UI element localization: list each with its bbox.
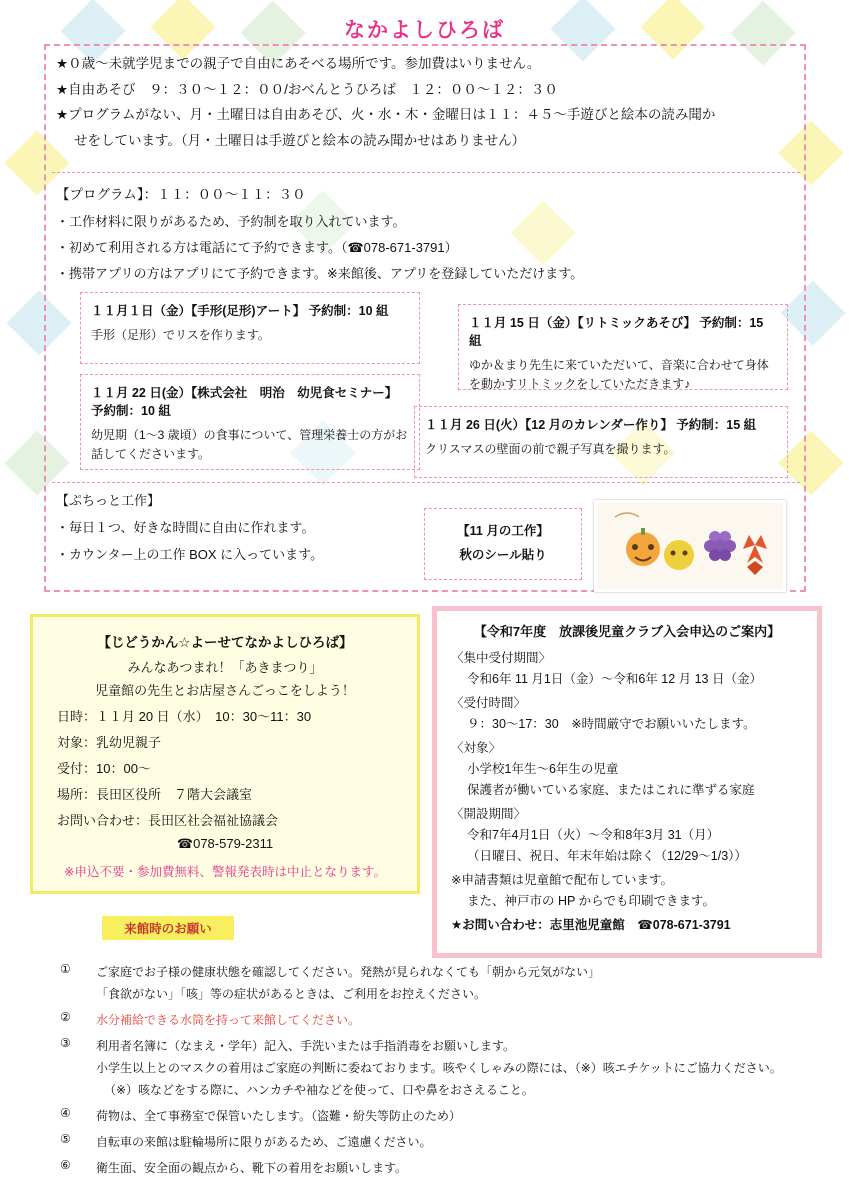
afterschool-line: 令和7年4月1日（火）～令和8年3月 31（月） — [467, 828, 720, 842]
intro-line: ★自由あそび ９：３０～１２：００/おべんとうひろば １２：００～１２：３０ — [56, 81, 558, 97]
program-bullet: ・初めて利用される方は電話にて予約できます。（☎078-671-3791） — [56, 240, 458, 256]
list-text — [96, 1036, 830, 1102]
event-header: １１月 26 日(火）【12 月のカレンダー作り】 予約制：15 組 — [425, 418, 757, 432]
visit-rules-list — [60, 962, 830, 1184]
list-number: ⑤ — [60, 1132, 71, 1146]
list-item — [60, 962, 830, 1006]
craft-title: 【11 月の工作】 — [457, 524, 549, 539]
jidoukan-event-box — [30, 614, 420, 894]
craft-subtitle: 秋のシール貼り — [459, 548, 547, 562]
event-card — [80, 292, 420, 364]
jidoukan-line: 児童館の先生とお店屋さんごっこをしよう！ — [95, 683, 355, 698]
event-header: １１月 15 日（金）【リトミックあそび】 予約制：15 組 — [469, 316, 764, 348]
jidoukan-note: ※申込不要・参加費無料、警報発表時は中止となります。 — [64, 865, 386, 879]
jidoukan-phone: ☎078-579-2311 — [176, 836, 274, 851]
list-line: 荷物は、全て事務室で保管いたします。（盗難・紛失等防止のため） — [96, 1109, 462, 1123]
jidoukan-detail: お問い合わせ：長田区社会福祉協議会 — [57, 813, 279, 828]
list-text — [96, 1010, 830, 1032]
jidoukan-detail: 対象：乳幼児親子 — [57, 735, 162, 750]
event-body: クリスマスの壁面の前で親子写真を撮ります。 — [425, 442, 676, 456]
program-bullet: ・携帯アプリの方はアプリにて予約できます。※来館後、アプリを登録していただけます。 — [56, 266, 584, 282]
list-line: 「食欲がない」「咳」等の症状があるときは、ご利用をお控えください。 — [96, 987, 487, 1001]
intro-line: ★プログラムがない、月・土曜日は自由あそび、火・水・木・金曜日は１１：４５～手遊びと絵本の読み聞か — [56, 107, 716, 123]
event-body: 幼児期（1～3 歳頃）の食事について、管理栄養士の方がお話してくださいます。 — [91, 428, 408, 462]
list-item — [60, 1106, 830, 1128]
afterschool-line: （日曜日、祝日、年末年始は除く（12/29～1/3）） — [467, 849, 747, 863]
list-line: （※）咳などをする際に、ハンカチや袖などを使って、口や鼻をおさえること。 — [104, 1083, 534, 1097]
afterschool-head: 〈受付時間〉 — [451, 696, 527, 710]
program-heading: 【プログラム】：１１：００～１１：３０ — [56, 187, 306, 202]
afterschool-head: 〈開設期間〉 — [451, 807, 527, 821]
intro-line: ★０歳～未就学児までの親子で自由にあそべる場所です。参加費はいりません。 — [56, 56, 541, 71]
intro-section — [56, 54, 796, 156]
jidoukan-detail: 日時：１１月 20 日（水） 10：30～11：30 — [57, 709, 312, 724]
monthly-craft-box — [424, 508, 582, 580]
craft-photo-illustration — [597, 503, 783, 589]
afterschool-extra: ※申請書類は児童館で配布しています。 — [451, 873, 673, 887]
event-header: １１月１日（金）【手形(足形)アート】 予約制：10 組 — [91, 304, 389, 318]
list-number: ③ — [60, 1036, 71, 1050]
puchi-craft-section — [56, 492, 476, 574]
event-body: 手形（足形）でリスを作ります。 — [91, 328, 270, 342]
afterschool-title: 【令和7年度 放課後児童クラブ入会申込のご案内】 — [473, 624, 781, 639]
event-body: ゆか＆まり先生に来ていただいて、音楽に合わせて身体を動かすリトミックをしていただきます♪ — [469, 358, 769, 392]
list-text — [96, 1132, 830, 1154]
list-text — [96, 962, 830, 1006]
list-item — [60, 1158, 830, 1180]
jidoukan-title: 【じどうかん☆よーせてなかよしひろば】 — [97, 635, 353, 650]
list-item — [60, 1036, 830, 1102]
afterschool-club-box — [432, 606, 822, 958]
page-title: なかよしひろば — [344, 19, 505, 42]
puchi-bullet: ・カウンター上の工作 BOX に入っています。 — [56, 547, 324, 563]
program-bullet: ・工作材料に限りがあるため、予約制を取り入れています。 — [56, 213, 406, 229]
list-number: ② — [60, 1010, 71, 1024]
puchi-heading: 【ぷちっと工作】 — [56, 493, 161, 508]
section-divider — [52, 172, 800, 173]
section-divider — [52, 482, 800, 483]
afterschool-contact: ★お問い合わせ：志里池児童館 ☎078-671-3791 — [451, 918, 731, 932]
list-item — [60, 1132, 830, 1154]
list-item — [60, 1010, 830, 1032]
afterschool-line: 小学校1年生～6年生の児童 — [467, 762, 619, 776]
visit-request-label: 来館時のお願い — [102, 916, 234, 940]
jidoukan-detail: 場所：長田区役所 ７階大会議室 — [57, 787, 253, 802]
list-line: 自転車の来館は駐輪場所に限りがあるため、ご遠慮ください。 — [96, 1135, 432, 1149]
afterschool-head: 〈対象〉 — [451, 741, 502, 755]
event-header: １１月 22 日(金）【株式会社 明治 幼児食セミナー】 予約制：10 組 — [91, 386, 398, 418]
afterschool-extra: また、神戸市の HP からでも印刷できます。 — [467, 894, 715, 908]
event-card — [458, 304, 788, 390]
list-line: 水分補給できる水筒を持って来館してください。 — [96, 1013, 361, 1027]
list-line: 衛生面、安全面の観点から、靴下の着用をお願いします。 — [96, 1161, 408, 1175]
event-card — [414, 406, 788, 478]
list-line: ご家庭でお子様の健康状態を確認してください。発熱が見られなくても「朝から元気がない」 — [96, 965, 601, 979]
afterschool-line: 令和6年 11 月1日（金）～令和6年 12 月 13 日（金） — [467, 672, 762, 686]
afterschool-head: 〈集中受付期間〉 — [451, 651, 552, 665]
puchi-bullet: ・毎日１つ、好きな時間に自由に作れます。 — [56, 520, 315, 536]
jidoukan-line: みんなあつまれ！「あきまつり」 — [127, 660, 323, 675]
list-line: 利用者名簿に（なまえ・学年）記入、手洗いまたは手指消毒をお願いします。 — [96, 1039, 516, 1053]
afterschool-line: ９：30～17：30 ※時間厳守でお願いいたします。 — [467, 717, 756, 731]
list-text — [96, 1158, 830, 1180]
list-number: ⑥ — [60, 1158, 71, 1172]
intro-line: せをしています。（月・土曜日は手遊びと絵本の読み聞かせはありません） — [74, 132, 526, 148]
craft-photo — [594, 500, 786, 592]
program-section — [56, 186, 796, 291]
event-card — [80, 374, 420, 470]
afterschool-line: 保護者が働いている家庭、またはこれに準ずる家庭 — [467, 783, 755, 797]
list-line: 小学生以上とのマスクの着用はご家庭の判断に委ねております。咳やくしゃみの際には、（※）咳エチケットにご協力ください。 — [96, 1061, 782, 1075]
list-number: ④ — [60, 1106, 71, 1120]
list-text — [96, 1106, 830, 1128]
list-number: ① — [60, 962, 71, 976]
jidoukan-detail: 受付：10：00～ — [57, 761, 151, 776]
